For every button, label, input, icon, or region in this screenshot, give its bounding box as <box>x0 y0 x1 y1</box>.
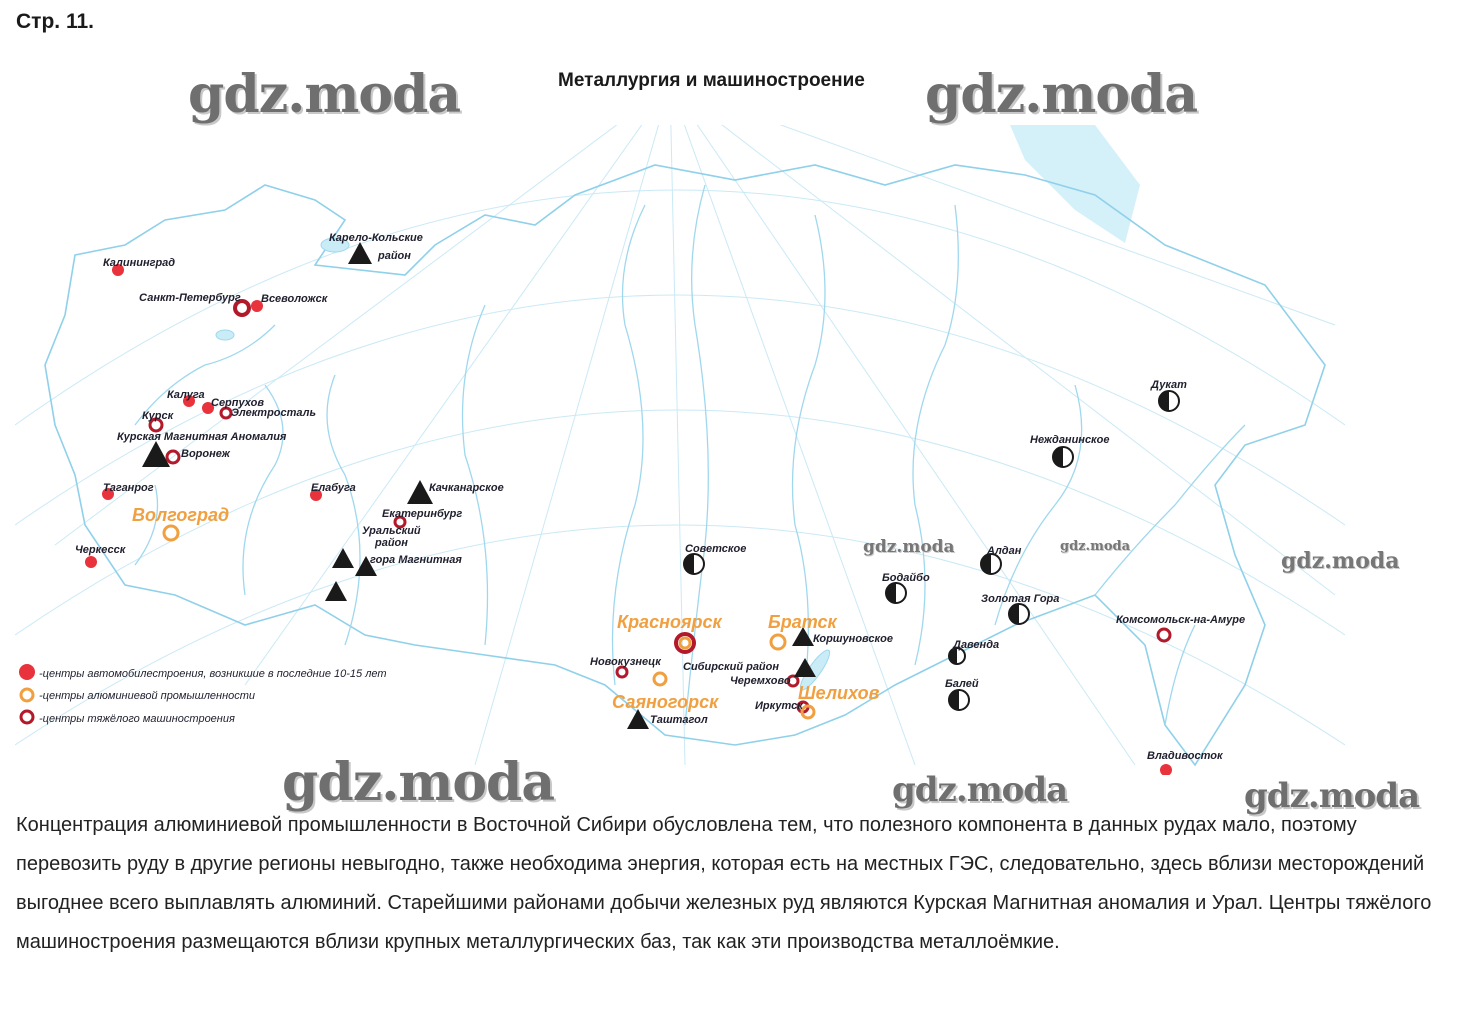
baley-label: Балей <box>945 678 979 690</box>
map-title: Металлургия и машиностроение <box>558 70 865 91</box>
karelo-triangle <box>348 242 372 264</box>
aldan-gold <box>981 554 1001 574</box>
aldan-label: Алдан <box>987 545 1022 557</box>
answer-paragraph: Концентрация алюминиевой промышленности в Восточной Сибири обусловлена тем, что полезного компонента в данных рудах мало, поэтому перевозить руду в другие регионы невыгодно, также необходима энергия, которая есть на местных ГЭС, следовательно, здесь вблизи месторождений выгоднее всего выплавлять алюминий. Старейшими районами добычи железных руд являются Курская Магнитная аномалия и Урал. Центры тяжёлого машиностроения размещаются вблизи крупных металлургических баз, так как эти производства металлоёмкие. <box>16 814 1432 953</box>
kaluga-label: Калуга <box>167 389 205 401</box>
karelo-label-1: Карело-Кольские <box>329 232 423 244</box>
bratsk-label: Братск <box>768 612 837 632</box>
cherkessk-label: Черкесск <box>75 544 126 556</box>
cherkessk-marker <box>85 556 97 568</box>
watermark: gdz.moda <box>188 64 461 125</box>
krasnoyarsk-al-marker <box>680 638 690 648</box>
sovetskoe-gold <box>684 554 704 574</box>
elektrostal-label: Электросталь <box>231 407 317 419</box>
vsevolozhsk-label: Всеволожск <box>261 293 328 305</box>
bratsk-marker <box>771 635 785 649</box>
elabuga-label: Елабуга <box>311 482 356 494</box>
kursk-label: Курск <box>142 410 174 422</box>
kma-triangle <box>142 441 170 467</box>
map <box>15 125 1345 775</box>
komsomolsk-marker <box>1158 629 1170 641</box>
sayanogorsk-label: Саяногорск <box>612 692 719 712</box>
vladivostok-label: Владивосток <box>1147 750 1223 762</box>
legend-heavy-label: -центры тяжёлого машиностроения <box>39 713 235 725</box>
cheremkhovo-label: Черемхово <box>730 675 791 687</box>
kaliningrad-label: Калининград <box>103 257 176 269</box>
nezhdaninskoe-gold <box>1053 447 1073 467</box>
watermark: gdz.moda <box>1281 548 1400 574</box>
magnitnaya-label: гора Магнитная <box>370 554 462 566</box>
lake <box>216 330 234 340</box>
sayanogorsk-marker <box>654 673 666 685</box>
ural-label-2: район <box>375 537 408 549</box>
watermark: gdz.moda <box>925 64 1198 125</box>
kachkanar-label: Качканарское <box>429 482 504 494</box>
vladivostok-marker <box>1160 764 1172 775</box>
watermark: gdz.moda <box>863 537 955 557</box>
novokuznetsk-label: Новокузнецк <box>590 656 661 668</box>
novokuznetsk-marker <box>617 667 627 677</box>
watermark: gdz.moda <box>1060 539 1131 554</box>
kma-label: Курская Магнитная Аномалия <box>117 431 287 443</box>
tashtagol-label: Таштагол <box>650 714 708 726</box>
elektrostal-marker <box>221 408 231 418</box>
sib-region-label: Сибирский район <box>683 661 780 673</box>
sovetskoe-label: Советское <box>685 543 747 555</box>
zolotaya-gora-label: Золотая Гора <box>981 593 1060 605</box>
korshunovskoe-label: Коршуновское <box>813 633 893 645</box>
ural-triangle-3 <box>325 581 347 601</box>
ural-label-1: Уральский <box>362 525 421 537</box>
karelo-label-2: район <box>378 250 411 262</box>
irkutsk-label: Иркутск <box>755 700 803 712</box>
bodaibo-label: Бодайбо <box>882 572 930 584</box>
nezhdaninskoe-label: Нежданинское <box>1030 434 1110 446</box>
volgograd-label: Волгоград <box>132 505 230 525</box>
legend-aluminum-symbol <box>21 689 33 701</box>
bodaibo-gold <box>886 583 906 603</box>
legend-auto-symbol <box>19 664 35 680</box>
heavy-centers <box>150 301 1170 712</box>
watermark: gdz.moda <box>1244 776 1420 816</box>
dukat-gold <box>1159 391 1179 411</box>
taganrog-label: Таганрог <box>103 482 154 494</box>
legend <box>19 664 387 725</box>
sea-area <box>1010 125 1140 243</box>
spb-label: Санкт-Петербург <box>139 292 241 304</box>
page-header: Стр. 11. <box>16 10 94 33</box>
serpukhov-label: Серпухов <box>211 397 264 409</box>
watermark: gdz.moda <box>892 770 1068 810</box>
komsomolsk-label: Комсомольск-на-Амуре <box>1116 614 1246 626</box>
legend-heavy-symbol <box>21 711 33 723</box>
voronezh-label: Воронеж <box>181 448 230 460</box>
zolotaya-gora-gold <box>1009 604 1029 624</box>
davenda-label: Давенда <box>953 639 1000 651</box>
dukat-label: Дукат <box>1151 379 1187 391</box>
answer-text <box>16 806 1461 962</box>
krasnoyarsk-label: Красноярск <box>617 612 722 632</box>
watermark: gdz.moda <box>282 752 555 813</box>
legend-aluminum-label: -центры алюминиевой промышленности <box>39 690 256 702</box>
legend-auto-label: -центры автомобилестроения, возникшие в последние 10-15 лет <box>39 668 387 680</box>
baley-gold <box>949 690 969 710</box>
volgograd-marker <box>164 526 178 540</box>
ekb-label: Екатеринбург <box>382 508 463 520</box>
shelekhov-label: Шелихов <box>798 683 880 703</box>
